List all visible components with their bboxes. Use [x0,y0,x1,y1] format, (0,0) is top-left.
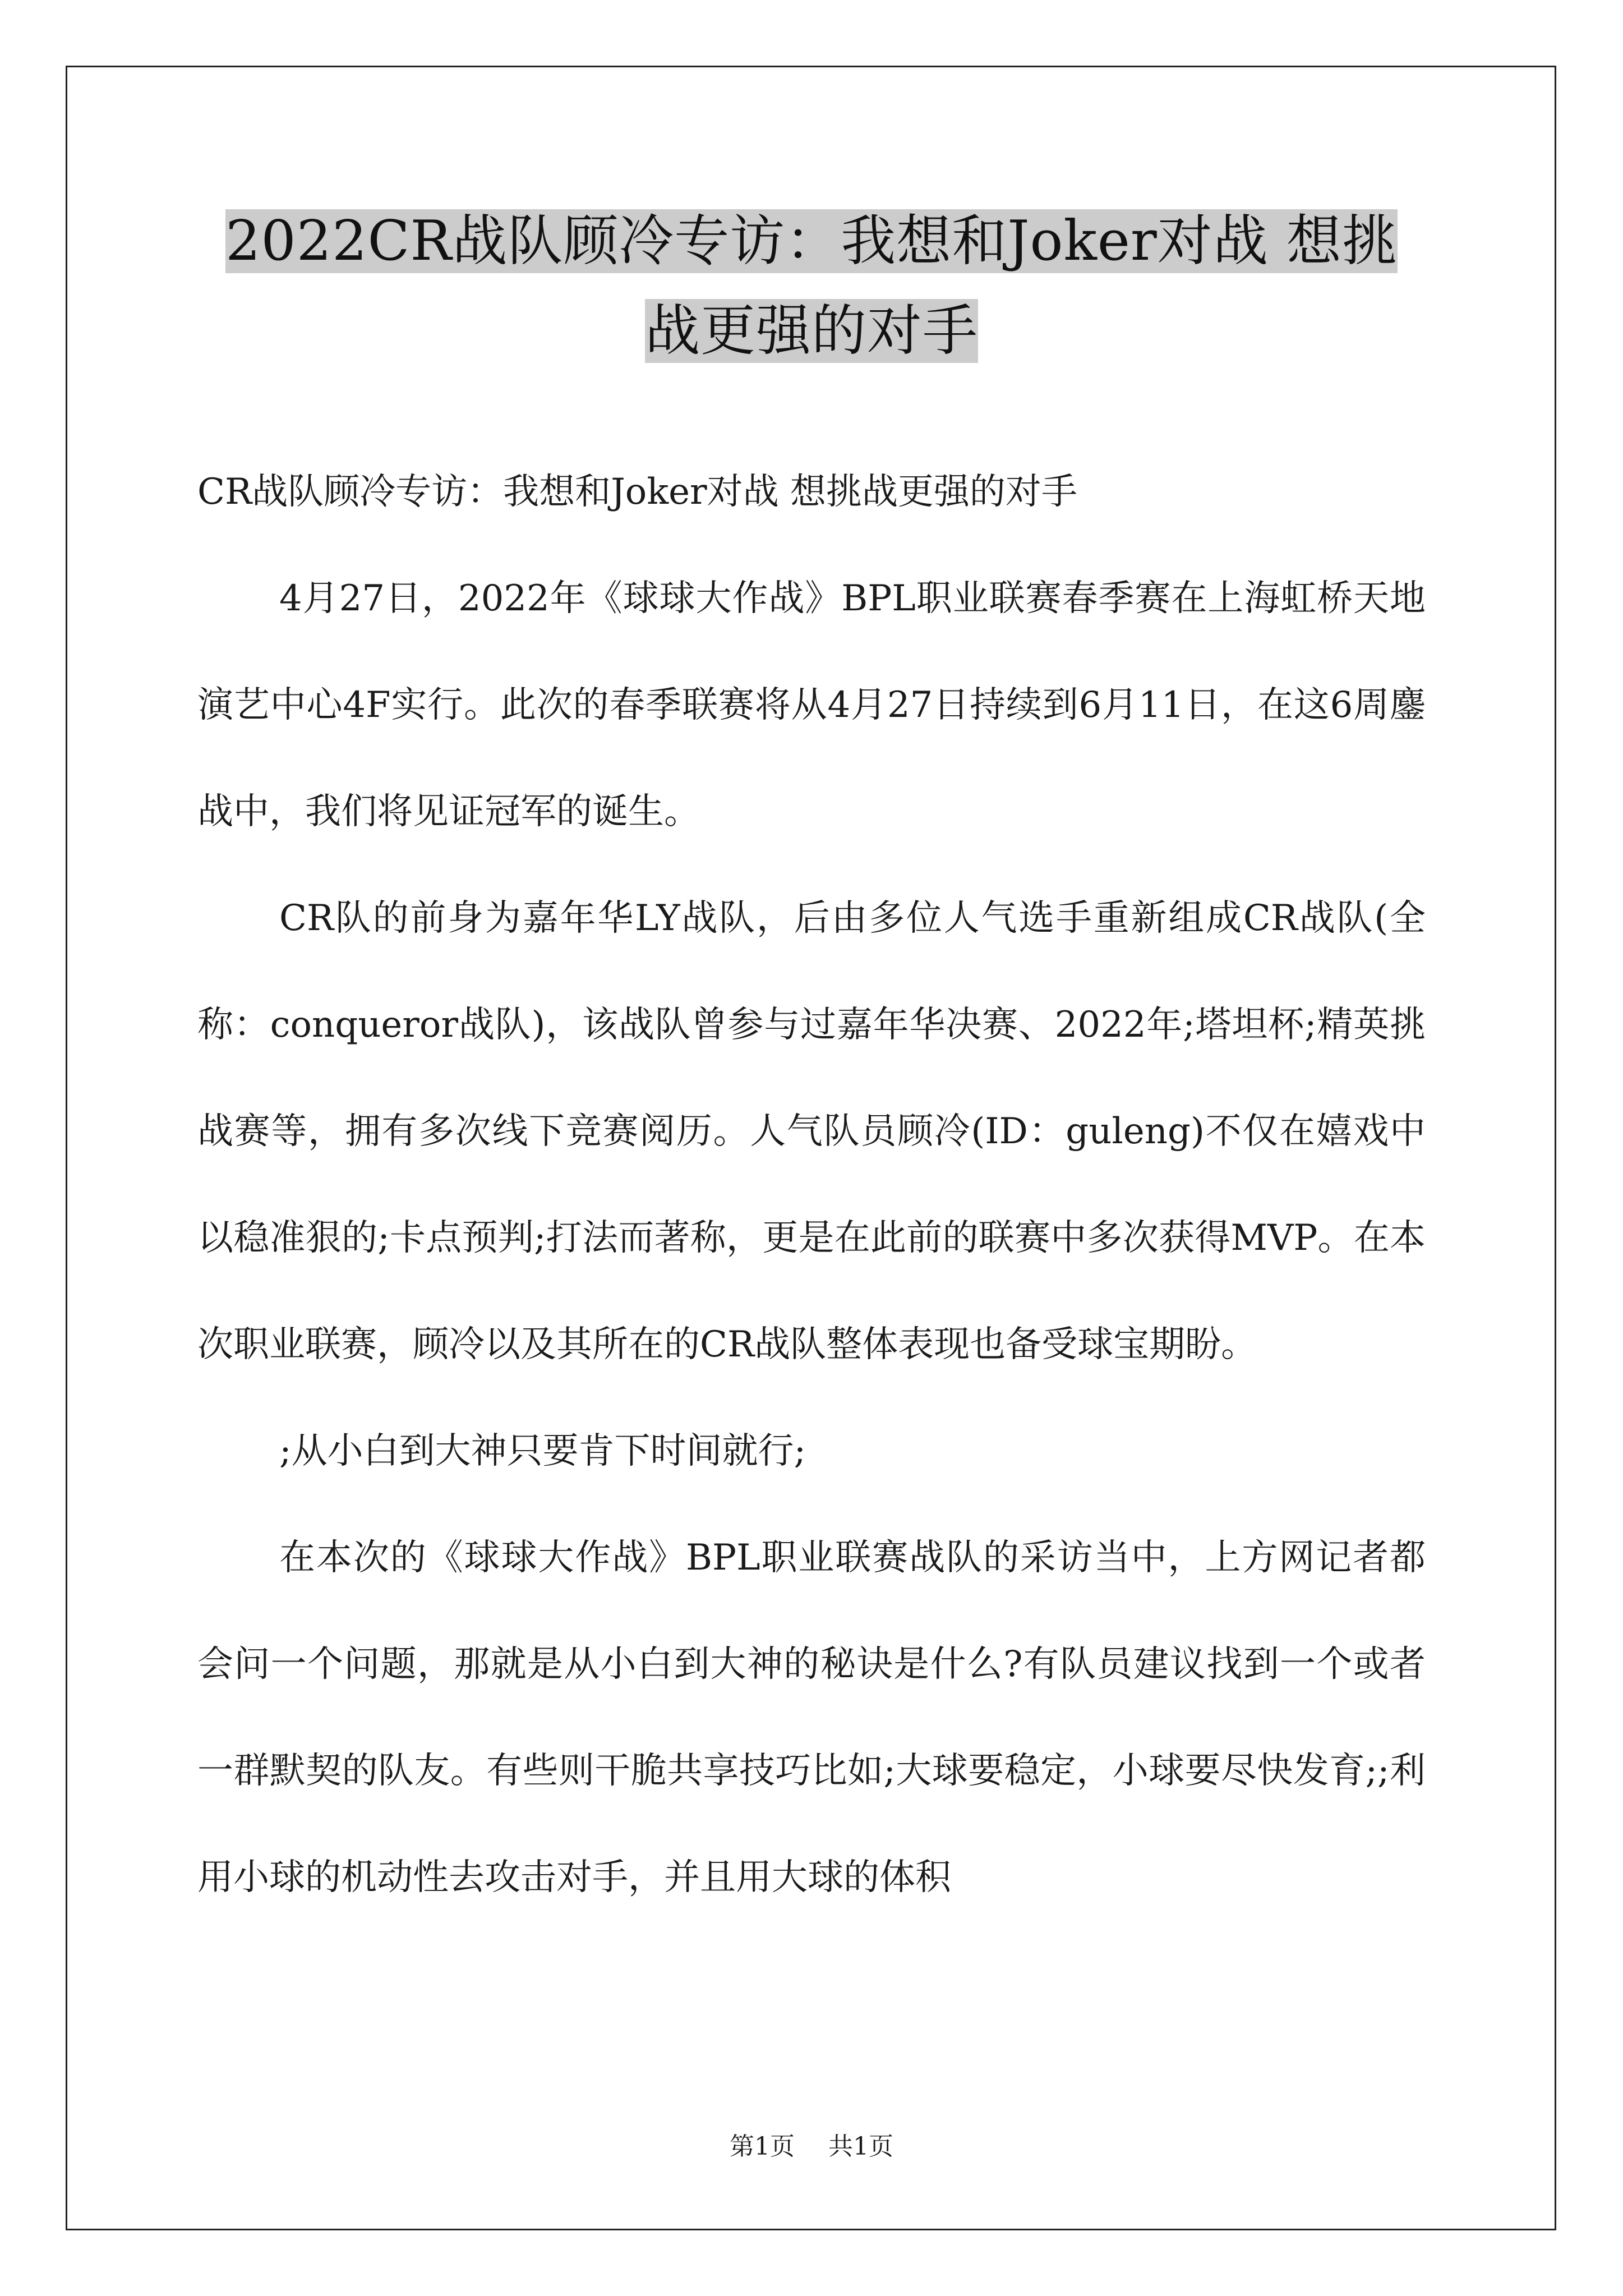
paragraph-1: 4月27日，2022年《球球大作战》BPL职业联赛春季赛在上海虹桥天地演艺中心4F实行。此次的春季联赛将从4月27日持续到6月11日，在这6周鏖战中，我们将见证冠军的诞生。 [197,578,1426,832]
document-title [168,196,1455,376]
page-number: 第1页 [730,2132,795,2161]
page-footer [0,2126,1623,2162]
paragraph-4: 在本次的《球球大作战》BPL职业联赛战队的采访当中，上方网记者都会问一个问题，那就是从小白到大神的秘诀是什么?有队员建议找到一个或者一群默契的队友。有些则干脆共享技巧比如;大球要稳定，小球要尽快发育;;利用小球的机动性去攻击对手，并且用大球的体积 [197,1537,1426,1898]
paragraph-3: ;从小白到大神只要肯下时间就行; [279,1430,806,1472]
paragraph-subtitle: CR战队顾冷专访：我想和Joker对战 想挑战更强的对手 [197,471,1077,513]
title-line-1: 2022CR战队顾冷专访：我想和Joker对战 想挑 [225,209,1398,273]
document-body [197,439,1426,1931]
title-line-2: 战更强的对手 [644,299,978,363]
paragraph-2: CR队的前身为嘉年华LY战队，后由多位人气选手重新组成CR战队(全称：conqueror战队)，该战队曾参与过嘉年华决赛、2022年;塔坦杯;精英挑战赛等，拥有多次线下竞赛阅历。人气队员顾冷(ID：guleng)不仅在嬉戏中以稳准狠的;卡点预判;打法而著称，更是在此前的联赛中多次获得MVP。在本次职业联赛，顾冷以及其所在的CR战队整体表现也备受球宝期盼。 [197,898,1426,1365]
page-total: 共1页 [828,2132,893,2161]
